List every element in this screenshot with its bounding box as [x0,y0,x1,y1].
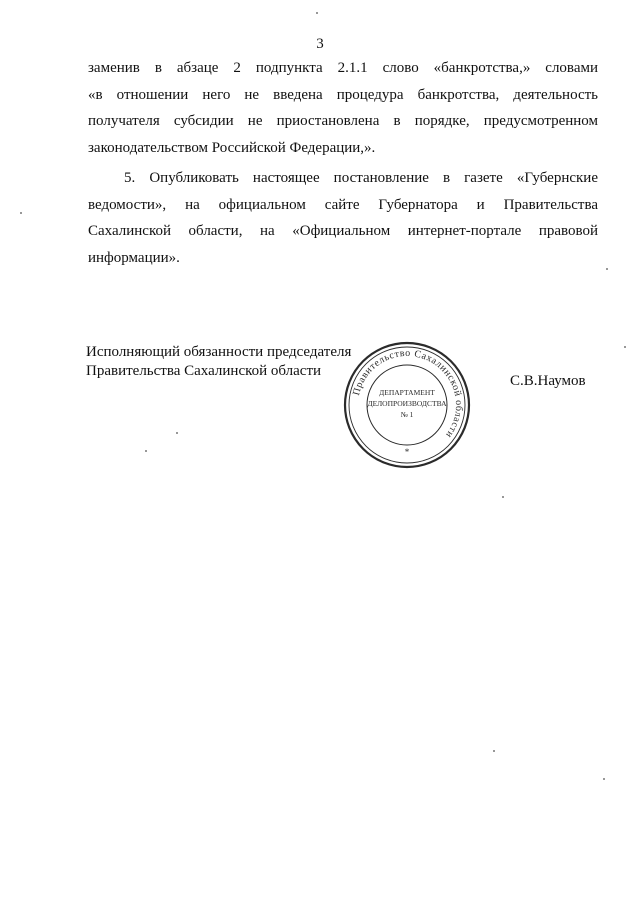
paragraph-line: информации». [88,249,180,266]
paragraph-line: получателя субсидии не приостановлена в порядке, предусмотренном [88,113,598,129]
official-seal [342,340,472,470]
scan-speck [603,778,605,780]
paragraph-publication [88,165,598,271]
signatory-position-line: Правительства Сахалинской области [86,363,322,379]
scan-speck [316,12,318,14]
page-number: 3 [316,36,324,52]
scan-speck [20,212,22,214]
paragraph-line: «в отношении него не введена процедура банкротства, деятельность [88,86,598,103]
paragraph-line: ведомости», на официальном сайте Губернатора и Правительства [88,196,598,213]
seal-line: ДЕПАРТАМЕНТ [379,388,435,397]
seal-outer-text: Правительство Сахалинской области [350,347,465,441]
signatory-position [86,343,376,381]
paragraph-line: заменив в абзаце 2 подпункта 2.1.1 слово «банкротства,» словами [88,60,598,76]
seal-line: № 1 [400,410,414,419]
scan-speck [606,268,608,270]
seal-star-icon: * [404,447,410,457]
scan-speck [624,346,626,348]
signatory-name: С.В.Наумов [510,373,586,389]
seal-line: ДЕЛОПРОИЗВОДСТВА [367,399,447,408]
scan-speck [176,432,178,434]
paragraph-line: законодательством Российской Федерации,». [88,139,376,156]
paragraph-line: Сахалинской области, на «Официальном интернет-портале правовой [88,223,598,239]
scan-speck [502,496,504,498]
paragraph-amendment [88,55,598,161]
scan-speck [145,450,147,452]
scan-speck [493,750,495,752]
paragraph-line: 5. Опубликовать настоящее постановление в газете «Губернские [124,170,598,186]
signatory-position-line: Исполняющий обязанности председателя [86,344,352,360]
